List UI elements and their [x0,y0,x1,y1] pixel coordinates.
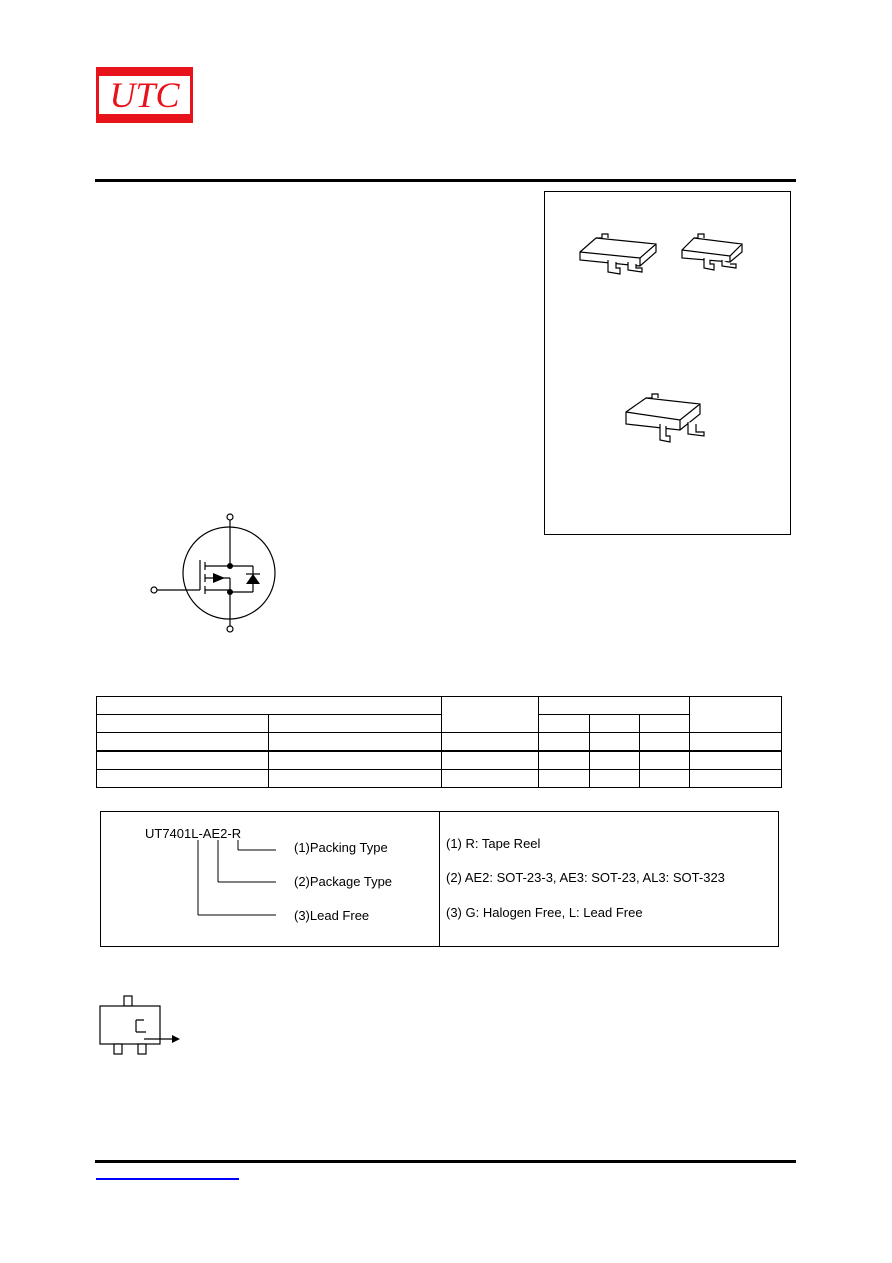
part-number-label: UT7401L-AE2-R [145,826,242,841]
table-row [97,770,782,788]
table-cell [269,751,442,770]
table-cell [590,715,640,733]
table-cell [539,697,690,715]
table-cell [97,733,269,752]
callout-lead-free: (3)Lead Free [294,908,370,923]
sot-23-package-icon [620,388,710,452]
table-cell [97,697,442,715]
table-cell [269,733,442,752]
table-cell [640,715,690,733]
table-cell [539,751,590,770]
table-cell [640,770,690,788]
sot-323-package-icon [678,230,748,280]
part-code-divider [439,811,440,947]
note-package-type: (2) AE2: SOT-23-3, AE3: SOT-23, AL3: SOT-323 [446,870,725,885]
table-cell [690,733,782,752]
table-cell [690,697,782,733]
header-rule [95,179,796,182]
table-row [97,751,782,770]
part-code-leader-lines [190,838,290,918]
callout-packing-type: (1)Packing Type [294,840,388,855]
table-cell [442,697,539,733]
table-cell [539,733,590,752]
table-row [97,733,782,752]
table-cell [539,770,590,788]
table-cell [590,751,640,770]
table-cell [690,751,782,770]
table-row [97,715,782,733]
footer-rule [95,1160,796,1163]
table-cell [442,770,539,788]
note-packing-type: (1) R: Tape Reel [446,836,541,851]
utc-logo [96,67,193,123]
table-cell [97,715,269,733]
table-cell [640,733,690,752]
note-lead-free: (3) G: Halogen Free, L: Lead Free [446,905,643,920]
table-cell [590,733,640,752]
table-cell [590,770,640,788]
table-cell [269,770,442,788]
ordering-table [96,696,782,788]
mosfet-symbol [145,510,285,636]
website-link[interactable] [96,1178,239,1180]
table-cell [640,751,690,770]
sot-23-3-package-icon [576,230,666,288]
marking-diagram [96,994,186,1060]
table-row [97,697,782,715]
table-cell [539,715,590,733]
table-cell [442,751,539,770]
table-cell [690,770,782,788]
table-cell [269,715,442,733]
callout-package-type: (2)Package Type [294,874,393,889]
table-cell [97,751,269,770]
table-cell [442,733,539,752]
svg-text:UTC: UTC [109,75,180,115]
table-cell [97,770,269,788]
